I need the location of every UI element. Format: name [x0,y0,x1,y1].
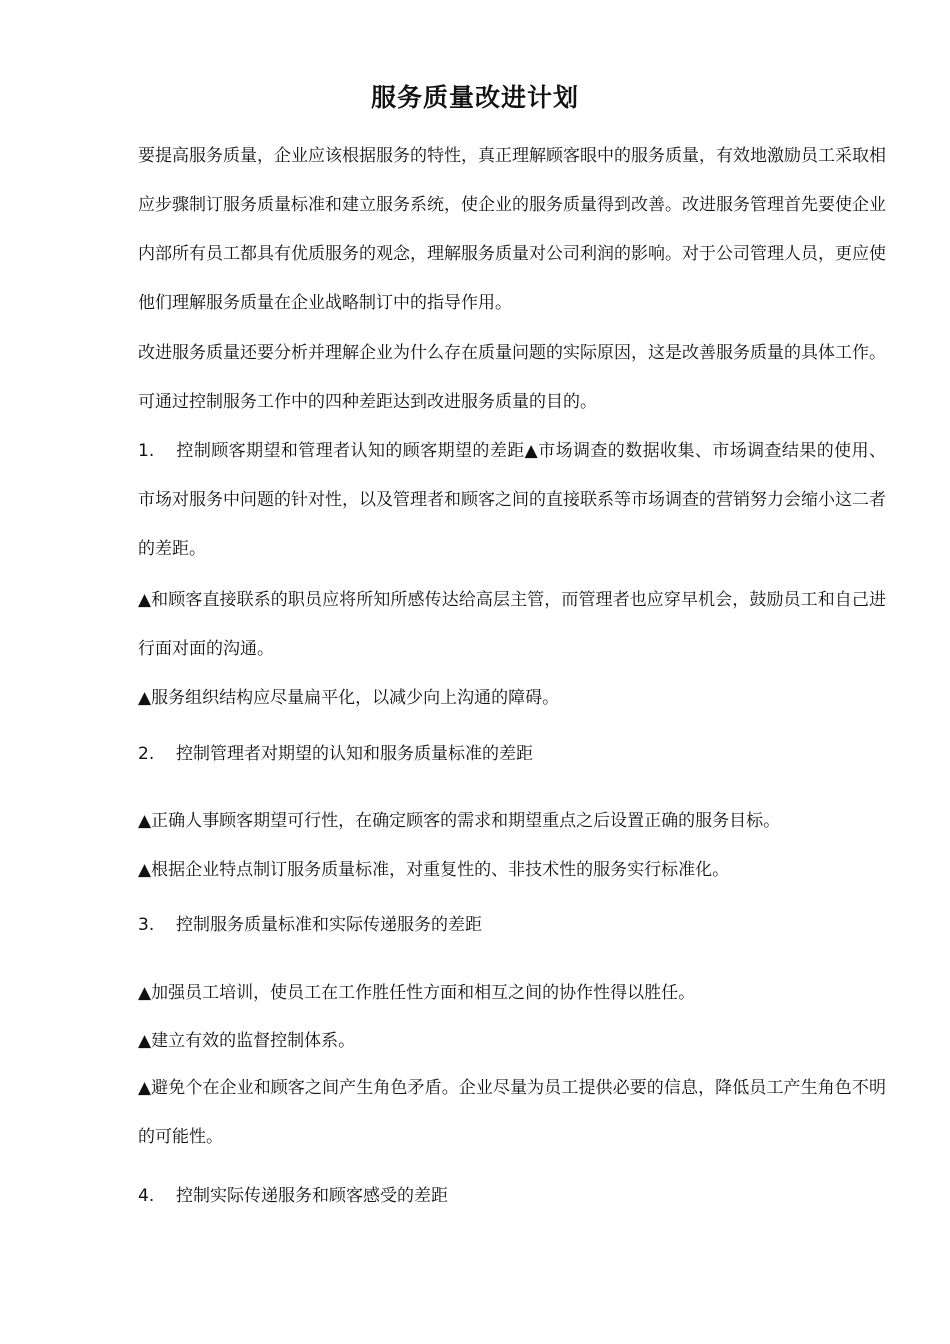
list-item-2 [138,739,886,769]
paragraph-analysis: 改进服务质量还要分析并理解企业为什么存在质量问题的实际原因，这是改善服务质量的具体工作。可通过控制服务工作中的四种差距达到改进服务质量的目的。 [138,343,886,412]
list-number-4: 4. [138,1186,155,1206]
paragraph-intro: 要提高服务质量，企业应该根据服务的特性，真正理解顾客眼中的服务质量，有效地激励员工采取相应步骤制订服务质量标准和建立服务系统，使企业的服务质量得到改善。改进服务管理首先要使企业内部所有员工都具有优质服务的观念，理解服务质量对公司利润的影响。对于公司管理人员，更应使他们理解服务质量在企业战略制订中的指导作用。 [138,146,886,313]
list-number-1: 1. [138,441,155,461]
bullet-1c: ▲服务组织结构应尽量扁平化，以减少向上沟通的障碍。 [138,688,560,708]
bullet-2a: ▲正确人事顾客期望可行性，在确定顾客的需求和期望重点之后设置正确的服务目标。 [138,811,781,831]
list-item-2-text: 控制管理者对期望的认知和服务质量标准的差距 [176,744,533,764]
bullet-3b: ▲建立有效的监督控制体系。 [138,1031,356,1051]
bullet-1b: ▲和顾客直接联系的职员应将所知所感传达给高层主管，而管理者也应穿早机会，鼓励员工和自己进行面对面的沟通。 [138,590,886,659]
list-item-4 [138,1181,886,1211]
list-item-3-text: 控制服务质量标准和实际传递服务的差距 [176,915,482,935]
list-item-1 [138,427,886,574]
document-title: 服务质量改进计划 [370,83,579,112]
bullet-2b: ▲根据企业特点制订服务质量标准，对重复性的、非技术性的服务实行标准化。 [138,860,730,880]
bullet-3c: ▲避免个在企业和顾客之间产生角色矛盾。企业尽量为员工提供必要的信息，降低员工产生角色不明的可能性。 [138,1078,886,1147]
list-item-4-text: 控制实际传递服务和顾客感受的差距 [176,1186,448,1206]
list-number-2: 2. [138,744,155,764]
bullet-3a: ▲加强员工培训，使员工在工作胜任性方面和相互之间的协作性得以胜任。 [138,983,696,1003]
list-item-3 [138,910,886,940]
list-number-3: 3. [138,915,155,935]
list-item-1-text: 控制顾客期望和管理者认知的顾客期望的差距▲市场调查的数据收集、市场调查结果的使用、市场对服务中问题的针对性，以及管理者和顾客之间的直接联系等市场调查的营销努力会缩小这二者的差距。 [138,441,886,559]
